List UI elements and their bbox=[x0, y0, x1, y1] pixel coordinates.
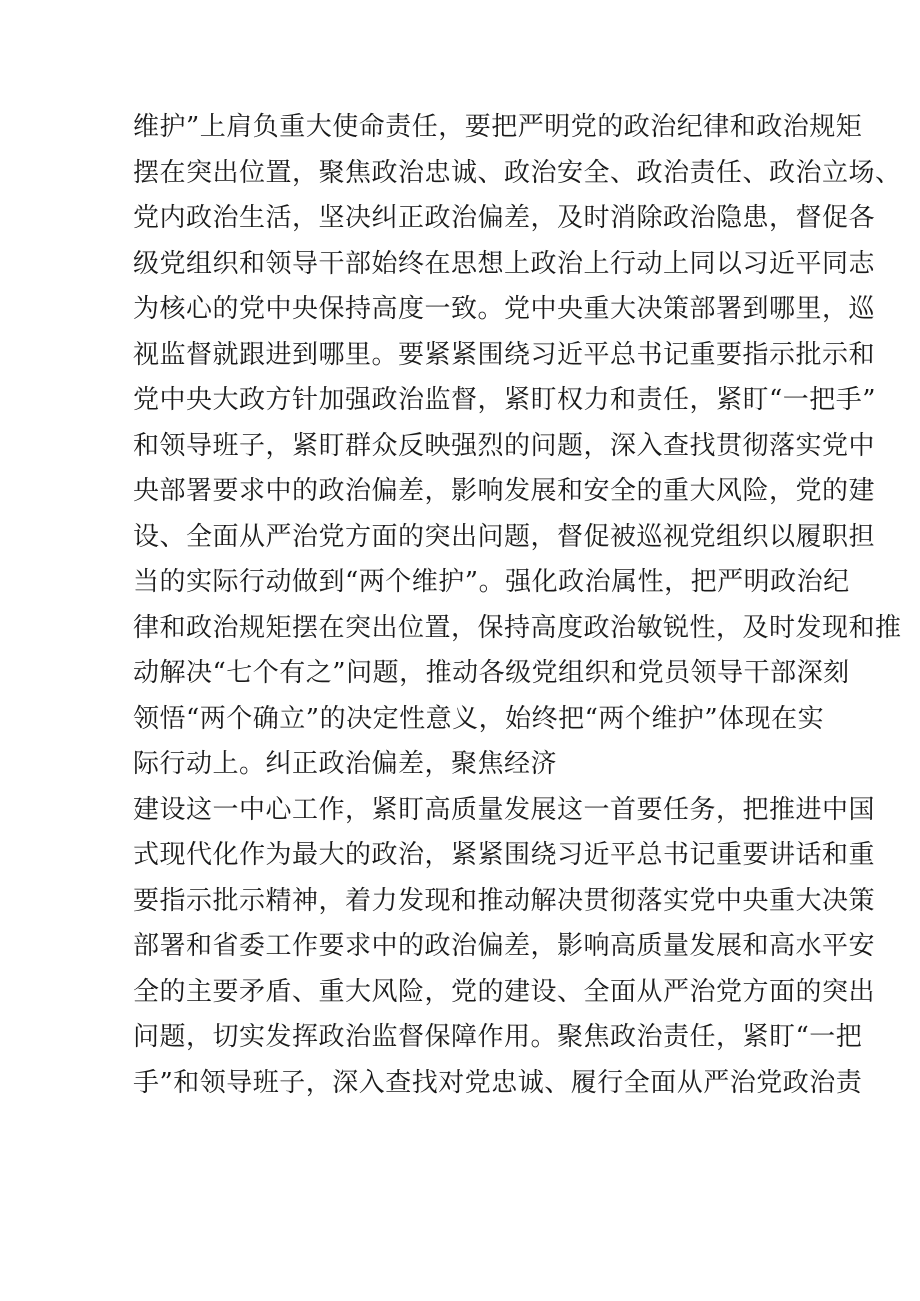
text-line: 和领导班子，紧盯群众反映强烈的问题，深入查找贯彻落实党中 bbox=[133, 430, 876, 461]
text-line: 当的实际行动做到“两个维护”。强化政治属性，把严明政治纪 bbox=[133, 567, 850, 597]
text-line: 动解决“七个有之”问题，推动各级党组织和党员领导干部深刻 bbox=[133, 658, 850, 688]
text-line: 式现代化作为最大的政治，紧紧围绕习近平总书记重要讲话和重 bbox=[133, 840, 876, 870]
text-line: 党内政治生活，坚决纠正政治偏差，及时消除政治隐患，督促各 bbox=[133, 203, 876, 233]
text-line: 建设这一中心工作，紧盯高质量发展这一首要任务，把推进中国 bbox=[133, 794, 876, 825]
text-line: 问题，切实发挥政治监督保障作用。聚焦政治责任，紧盯“一把 bbox=[133, 1022, 863, 1052]
text-line: 律和政治规矩摆在突出位置，保持高度政治敏锐性，及时发现和推 bbox=[133, 612, 902, 643]
text-line: 摆在突出位置，聚焦政治忠诚、政治安全、政治责任、政治立场、 bbox=[133, 157, 902, 188]
text-line: 设、全面从严治党方面的突出问题，督促被巡视党组织以履职担 bbox=[133, 521, 876, 552]
text-line: 际行动上。纠正政治偏差，聚焦经济 bbox=[133, 749, 558, 779]
text-line: 视监督就跟进到哪里。要紧紧围绕习近平总书记重要指示批示和 bbox=[133, 339, 876, 370]
text-line: 央部署要求中的政治偏差，影响发展和安全的重大风险，党的建 bbox=[133, 476, 876, 506]
text-line: 维护”上肩负重大使命责任，要把严明党的政治纪律和政治规矩 bbox=[133, 112, 863, 142]
text-line: 全的主要矛盾、重大风险，党的建设、全面从严治党方面的突出 bbox=[133, 976, 876, 1007]
text-line: 部署和省委工作要求中的政治偏差，影响高质量发展和高水平安 bbox=[133, 931, 876, 961]
body-text bbox=[133, 105, 902, 1106]
text-line: 要指示批示精神，着力发现和推动解决贯彻落实党中央重大决策 bbox=[133, 885, 876, 916]
text-line: 领悟“两个确立”的决定性意义，始终把“两个维护”体现在实 bbox=[133, 703, 825, 734]
text-line: 党中央大政方针加强政治监督，紧盯权力和责任，紧盯“一把手” bbox=[133, 385, 877, 415]
text-line: 为核心的党中央保持高度一致。党中央重大决策部署到哪里，巡 bbox=[133, 294, 876, 324]
text-line: 手”和领导班子，深入查找对党忠诚、履行全面从严治党政治责 bbox=[133, 1067, 863, 1098]
text-line: 级党组织和领导干部始终在思想上政治上行动上同以习近平同志 bbox=[133, 248, 876, 279]
